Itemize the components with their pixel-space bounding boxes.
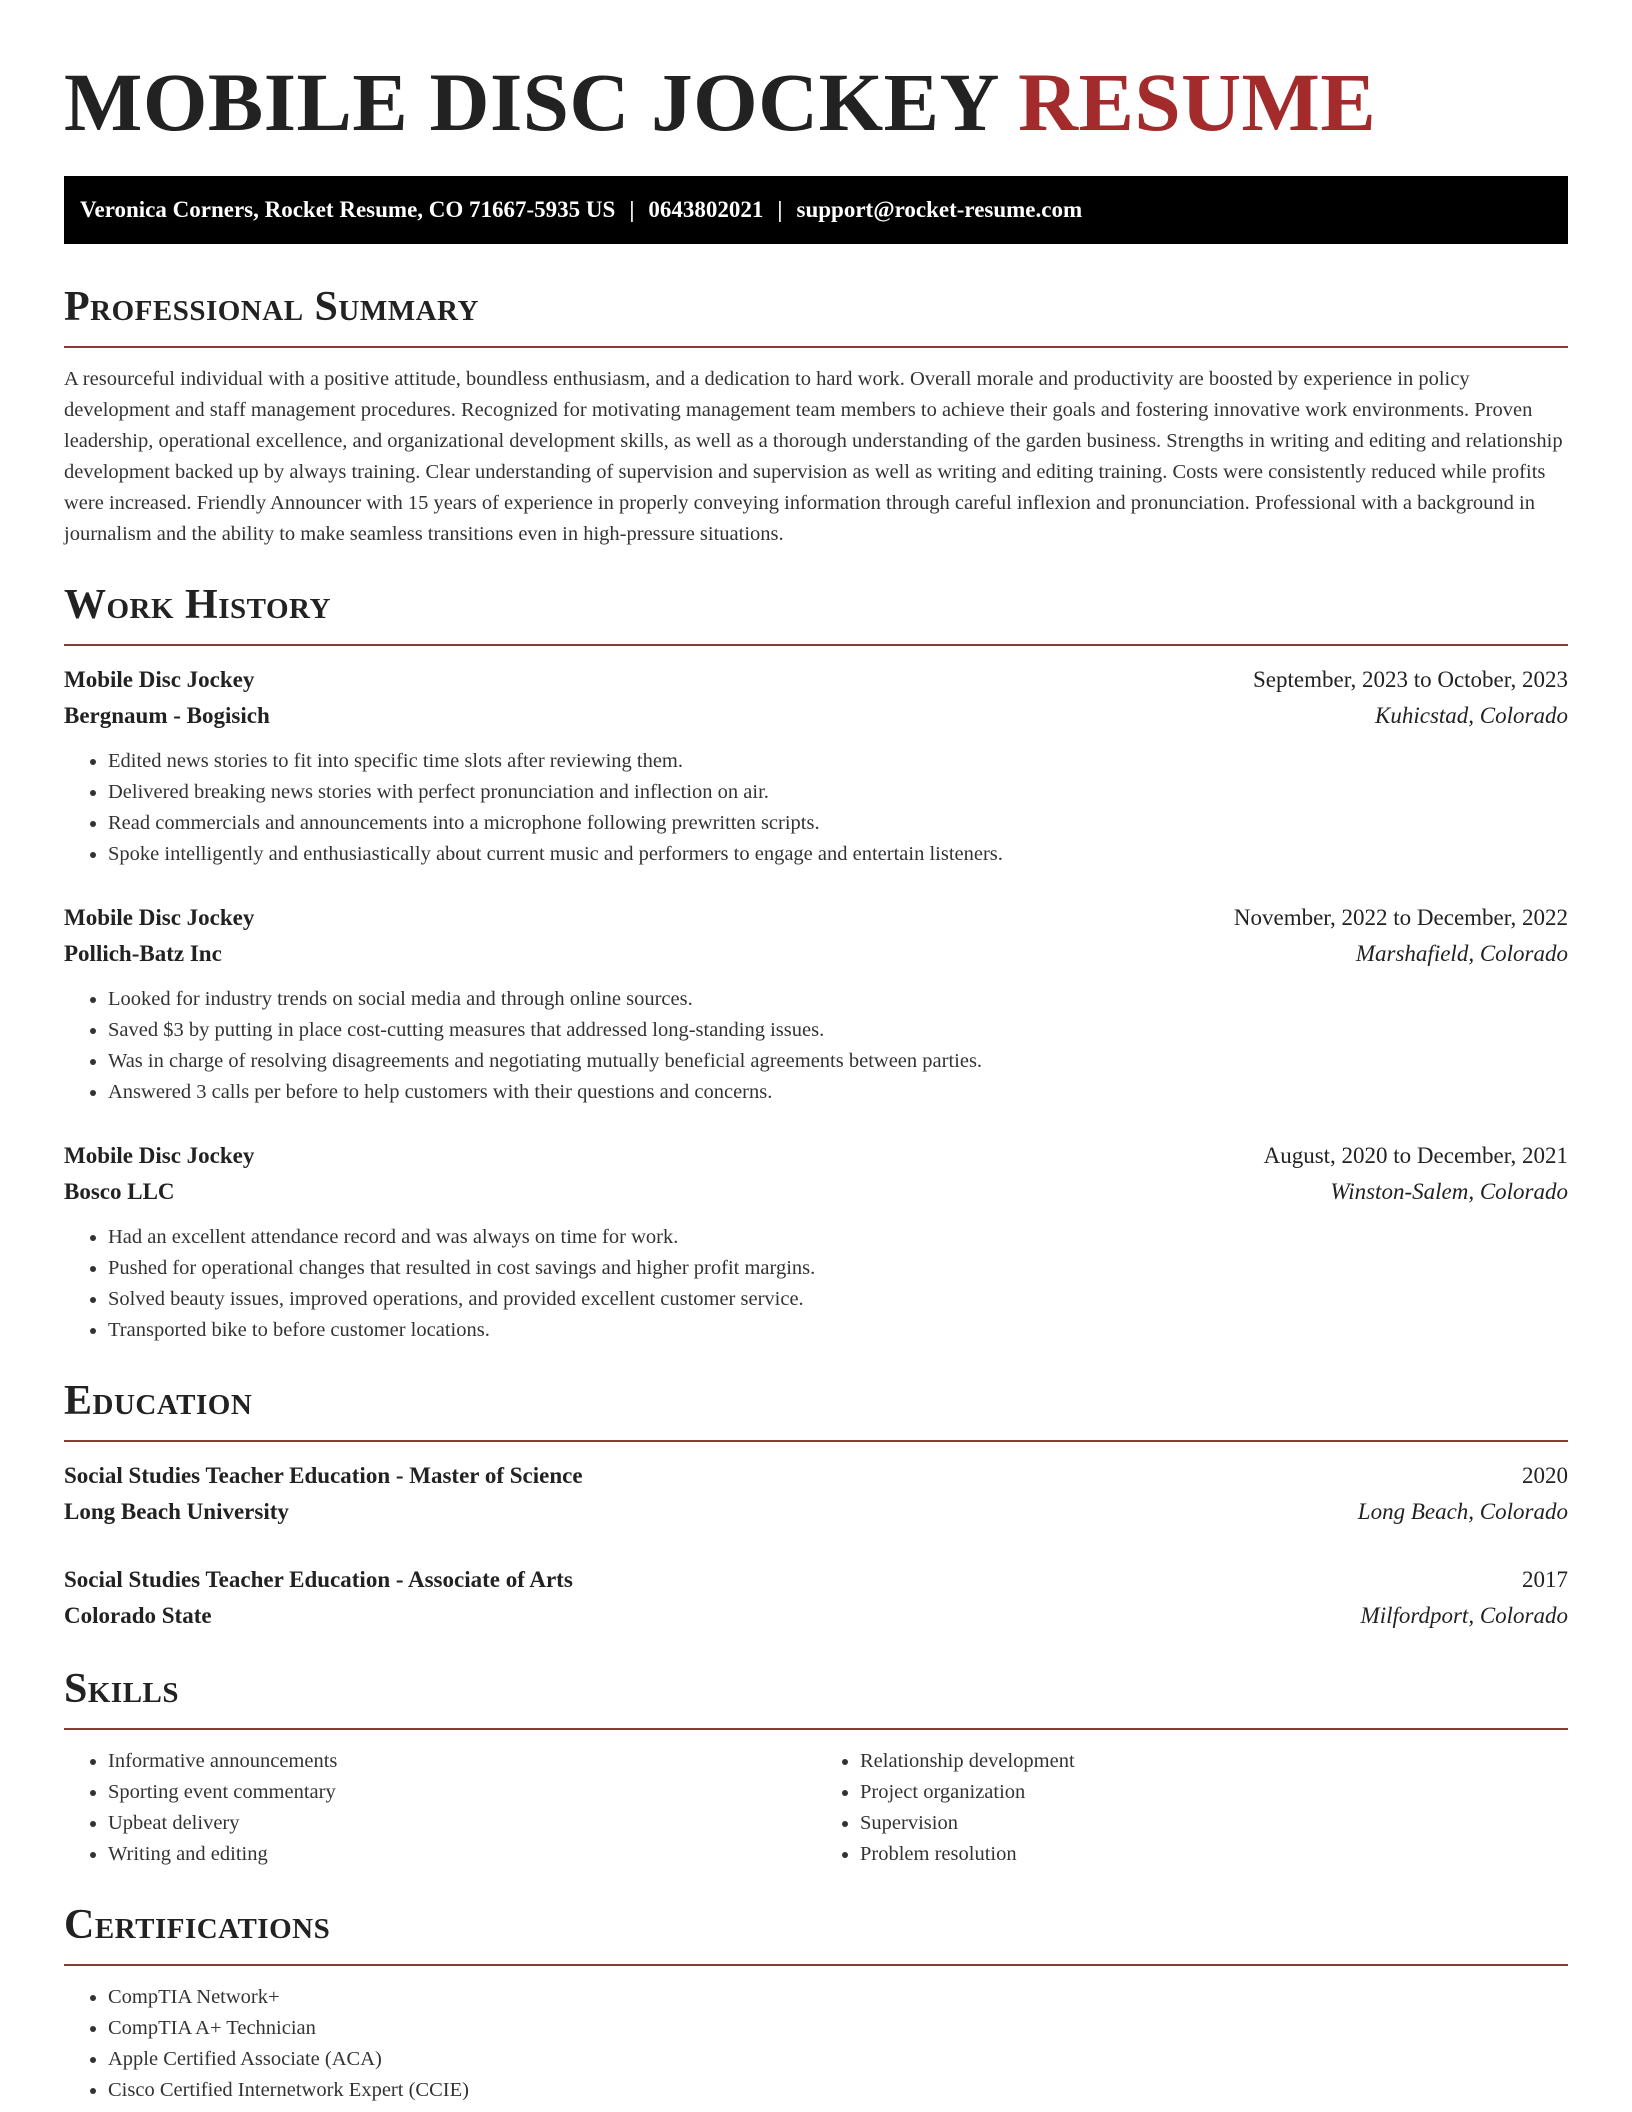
work-history-heading: Work History (64, 582, 331, 628)
summary-section (64, 282, 1568, 550)
certification-item: • Apple Certified Associate (ACA) (108, 2044, 1568, 2075)
skill-item: • Relationship development (860, 1746, 1568, 1777)
graduation-year: 2017 (1522, 1567, 1568, 1592)
education-section (64, 1376, 1568, 1634)
job-company: Pollich-Batz Inc (64, 941, 222, 966)
job-duty: • Saved $3 by putting in place cost-cutting measures that addressed long-standing issues. (108, 1015, 1568, 1046)
section-divider (64, 346, 1568, 348)
certifications-list (64, 1982, 1568, 2106)
skills-list-right (816, 1746, 1568, 1870)
job-dates: November, 2022 to December, 2022 (1233, 905, 1568, 930)
contact-separator: | (629, 197, 635, 222)
degree: Social Studies Teacher Education - Master of Science (64, 1463, 583, 1488)
education-subheader (64, 1494, 1568, 1530)
job-entry (64, 900, 1568, 1108)
job-entry (64, 662, 1568, 870)
job-duty: • Looked for industry trends on social media and through online sources. (108, 984, 1568, 1015)
job-duty: • Was in charge of resolving disagreements and negotiating mutually beneficial agreements between parties. (108, 1046, 1568, 1077)
degree: Social Studies Teacher Education - Associate of Arts (64, 1567, 573, 1592)
job-title: Mobile Disc Jockey (64, 667, 255, 692)
job-header (64, 1138, 1568, 1174)
job-duties (64, 984, 1568, 1108)
job-entry (64, 1138, 1568, 1346)
certification-item: • Cisco Certified Internetwork Expert (CCIE) (108, 2075, 1568, 2106)
job-duty: • Spoke intelligently and enthusiastically about current music and performers to engage and entertain listeners. (108, 839, 1568, 870)
job-duty: • Pushed for operational changes that resulted in cost savings and higher profit margins. (108, 1253, 1568, 1284)
job-duty: • Delivered breaking news stories with perfect pronunciation and inflection on air. (108, 777, 1568, 808)
section-divider (64, 1728, 1568, 1730)
job-subheader (64, 1174, 1568, 1210)
job-subheader (64, 936, 1568, 972)
resume-content (64, 0, 1568, 2106)
certification-item: • CompTIA Network+ (108, 1982, 1568, 2013)
job-company: Bergnaum - Bogisich (64, 703, 270, 728)
job-subheader (64, 698, 1568, 734)
job-company: Bosco LLC (64, 1179, 175, 1204)
skill-item: • Writing and editing (108, 1839, 816, 1870)
job-duties (64, 746, 1568, 870)
certification-item: • CompTIA A+ Technician (108, 2013, 1568, 2044)
summary-text: A resourceful individual with a positive attitude, boundless enthusiasm, and a dedication to hard work. Overall morale and productivity are boosted by experience in policy development and staff management procedures. Recognized for motivating management team members to achieve their goals and fostering innovative work environments. Proven leadership, operational excellence, and organizational development skills, as well as a thorough understanding of the garden business. Strengths in writing and editing and relationship development backed up by always training. Clear understanding of supervision and supervision as well as writing and editing training. Costs were consistently reduced while profits were increased. Friendly Announcer with 15 years of experience in properly conveying information through careful inflexion and pronunciation. Professional with a background in journalism and the ability to make seamless transitions even in high-pressure situations. (64, 368, 1563, 545)
skills-columns (64, 1746, 1568, 1870)
school-location: Milfordport, Colorado (1360, 1603, 1568, 1628)
section-divider (64, 644, 1568, 646)
skills-section (64, 1664, 1568, 1870)
contact-email: support@rocket-resume.com (796, 197, 1083, 222)
skill-item: • Problem resolution (860, 1839, 1568, 1870)
school-name: Long Beach University (64, 1499, 289, 1524)
graduation-year: 2020 (1522, 1463, 1568, 1488)
skill-item: • Informative announcements (108, 1746, 816, 1777)
school-location: Long Beach, Colorado (1357, 1499, 1568, 1524)
section-divider (64, 1964, 1568, 1966)
work-history-section (64, 580, 1568, 1346)
job-location: Winston-Salem, Colorado (1330, 1179, 1568, 1204)
education-heading: Education (64, 1378, 253, 1424)
job-duty: • Edited news stories to fit into specific time slots after reviewing them. (108, 746, 1568, 777)
job-duty: • Answered 3 calls per before to help customers with their questions and concerns. (108, 1077, 1568, 1108)
contact-address: Veronica Corners, Rocket Resume, CO 71667-5935 US (80, 197, 616, 222)
job-duty: • Had an excellent attendance record and was always on time for work. (108, 1222, 1568, 1253)
contact-phone: 0643802021 (648, 197, 764, 222)
school-name: Colorado State (64, 1603, 212, 1628)
skill-item: • Sporting event commentary (108, 1777, 816, 1808)
section-divider (64, 1440, 1568, 1442)
skill-item: • Project organization (860, 1777, 1568, 1808)
education-entry (64, 1458, 1568, 1530)
job-header (64, 900, 1568, 936)
job-duty: • Solved beauty issues, improved operations, and provided excellent customer service. (108, 1284, 1568, 1315)
title-accent: RESUME (1018, 56, 1377, 148)
job-title: Mobile Disc Jockey (64, 905, 255, 930)
skills-list-left (64, 1746, 816, 1870)
job-duty: • Read commercials and announcements into a microphone following prewritten scripts. (108, 808, 1568, 839)
job-duties (64, 1222, 1568, 1346)
job-header (64, 662, 1568, 698)
certifications-heading: Certifications (64, 1902, 331, 1948)
job-duty: • Transported bike to before customer locations. (108, 1315, 1568, 1346)
contact-bar (64, 176, 1568, 244)
education-subheader (64, 1598, 1568, 1634)
title-main: MOBILE DISC JOCKEY (64, 56, 997, 148)
summary-heading: Professional Summary (64, 284, 479, 330)
education-header (64, 1562, 1568, 1598)
job-dates: August, 2020 to December, 2021 (1263, 1143, 1568, 1168)
skills-heading: Skills (64, 1666, 180, 1712)
resume-title (64, 0, 1568, 152)
education-entry (64, 1562, 1568, 1634)
skill-item: • Supervision (860, 1808, 1568, 1839)
job-title: Mobile Disc Jockey (64, 1143, 255, 1168)
job-dates: September, 2023 to October, 2023 (1253, 667, 1568, 692)
education-header (64, 1458, 1568, 1494)
contact-separator: | (777, 197, 783, 222)
certifications-section (64, 1900, 1568, 2106)
job-location: Kuhicstad, Colorado (1375, 703, 1568, 728)
job-location: Marshafield, Colorado (1355, 941, 1568, 966)
skill-item: • Upbeat delivery (108, 1808, 816, 1839)
